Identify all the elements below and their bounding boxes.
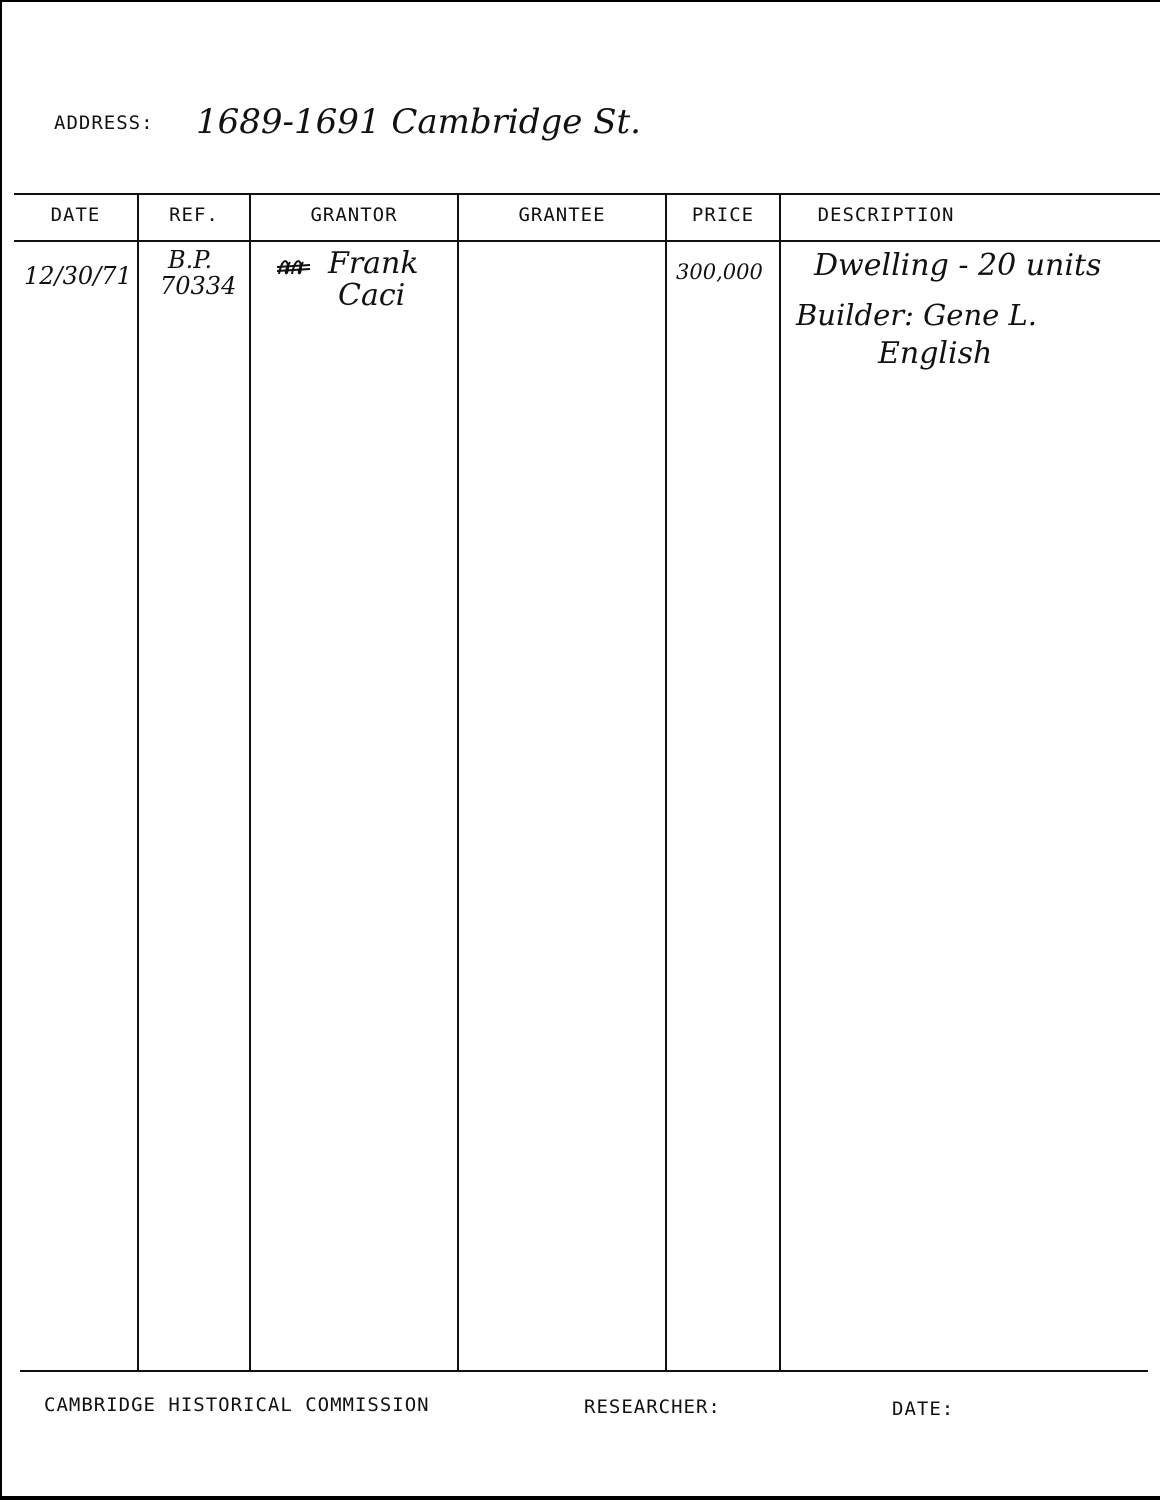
header-description: DESCRIPTION: [817, 204, 955, 226]
column-divider-price-description: [779, 193, 781, 1370]
column-divider-ref-grantor: [249, 193, 251, 1370]
page-border-top: [0, 0, 1160, 2]
table-top-rule: [14, 193, 1160, 195]
header-ref: REF.: [169, 204, 219, 226]
strikeout-mark-icon: [276, 254, 314, 280]
footer-date-label: DATE:: [892, 1398, 955, 1420]
row-ref-line1: B.P.: [168, 246, 213, 274]
row-description-line1: Dwelling - 20 units: [814, 248, 1102, 283]
header-grantor: GRANTOR: [310, 204, 398, 226]
row-description-line3: English: [878, 336, 993, 371]
header-price: PRICE: [691, 204, 755, 226]
footer-commission: CAMBRIDGE HISTORICAL COMMISSION: [44, 1394, 430, 1416]
row-description-line2: Builder: Gene L.: [796, 298, 1037, 332]
address-label: ADDRESS:: [54, 112, 154, 134]
page-border-left: [0, 0, 2, 1500]
address-value: 1689-1691 Cambridge St.: [196, 102, 641, 142]
footer-researcher-label: RESEARCHER:: [584, 1396, 721, 1418]
header-bottom-rule: [14, 240, 1160, 242]
row-price: 300,000: [676, 260, 763, 284]
row-date: 12/30/71: [24, 262, 132, 290]
row-grantor-line2: Caci: [338, 278, 406, 313]
page-border-bottom: [0, 1496, 1160, 1500]
column-divider-grantor-grantee: [457, 193, 459, 1370]
table-bottom-rule: [20, 1370, 1148, 1372]
row-grantor-line1: Frank: [328, 246, 419, 281]
column-divider-date-ref: [137, 193, 139, 1370]
header-date: DATE: [50, 204, 101, 226]
header-grantee: GRANTEE: [518, 204, 606, 226]
row-ref-line2: 70334: [160, 272, 237, 300]
column-divider-grantee-price: [665, 193, 667, 1370]
